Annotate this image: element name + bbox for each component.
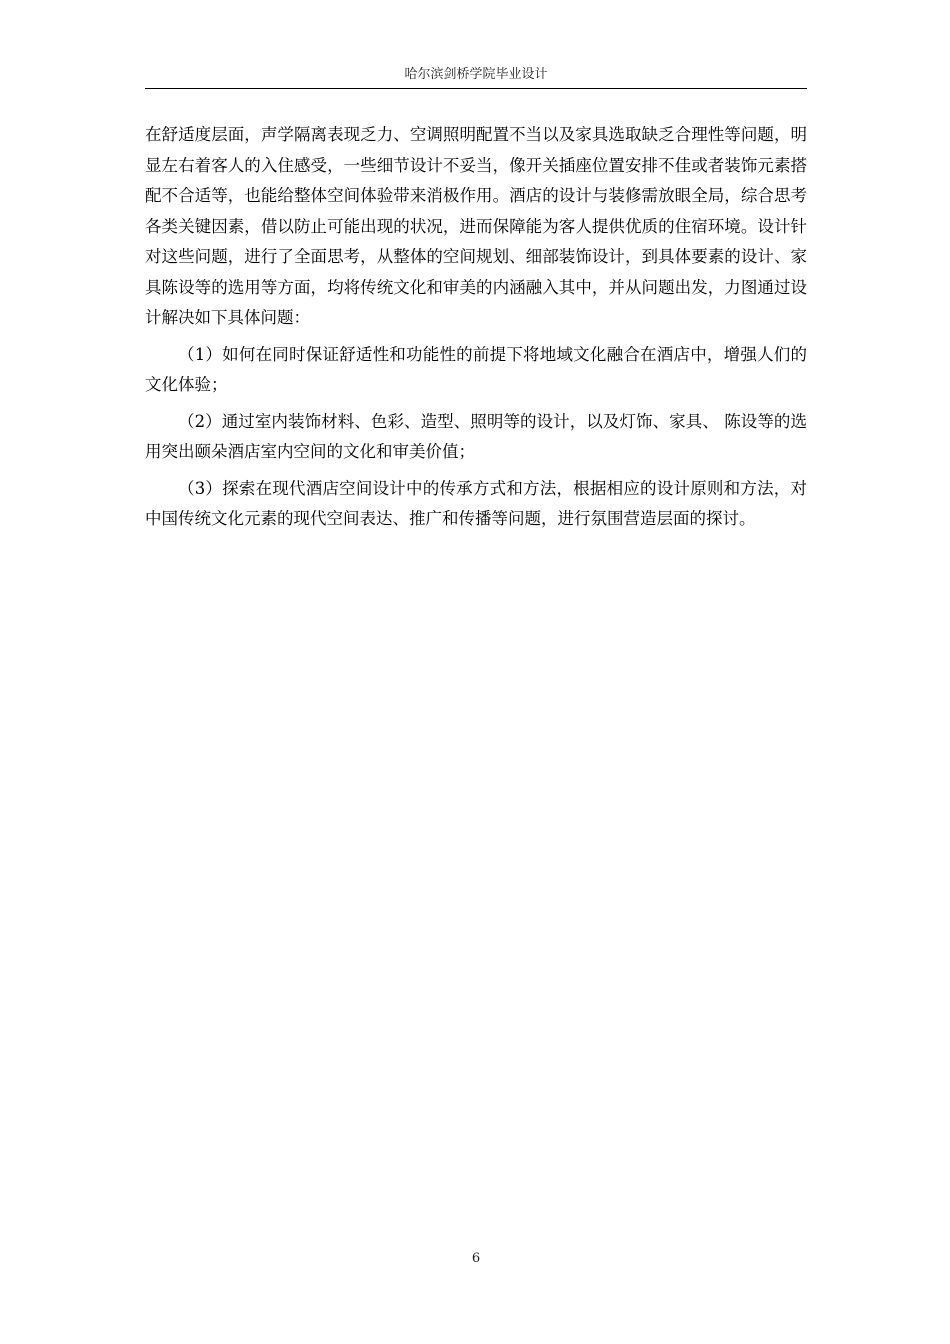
page-number: 6 [471,1251,481,1266]
header-divider [145,88,807,89]
body-paragraph-1: 在舒适度层面，声学隔离表现乏力、空调照明配置不当以及家具选取缺乏合理性等问题，明显左右着客人的入住感受，一些细节设计不妥当，像开关插座位置安排不佳或者装饰元素搭配不合适等，也能给整体空间体验带来消极作用。酒店的设计与装修需放眼全局，综合思考各类关键因素，借以防止可能出现的状况，进而保障能为客人提供优质的住宿环境。设计针对这些问题，进行了全面思考，从整体的空间规划、细部装饰设计，到具体要素的设计、家具陈设等的选用等方面，均将传统文化和审美的内涵融入其中，并从问题出发，力图通过设计解决如下具体问题： [145,125,807,327]
list-item-2: （2）通过室内装饰材料、色彩、造型、照明等的设计，以及灯饰、家具、 陈设等的选用突出颐朵酒店室内空间的文化和审美价值； [145,411,807,461]
page-header: 哈尔滨剑桥学院毕业设计 [404,67,548,82]
list-item-1: （1）如何在同时保证舒适性和功能性的前提下将地域文化融合在酒店中，增强人们的文化体验； [145,344,807,394]
document-body [145,120,807,541]
list-item-3: （3）探索在现代酒店空间设计中的传承方式和方法，根据相应的设计原则和方法，对中国传统文化元素的现代空间表达、推广和传播等问题，进行氛围营造层面的探讨。 [145,478,807,528]
